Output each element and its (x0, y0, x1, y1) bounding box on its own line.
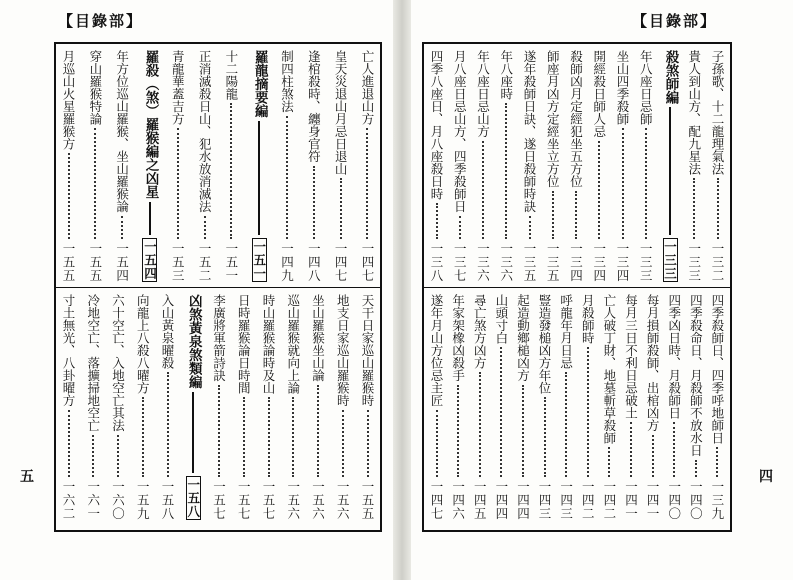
toc-section-heading (186, 294, 201, 520)
toc-page-number: 一四四 (493, 479, 509, 520)
toc-page-number: 一三六 (475, 241, 491, 282)
toc-entry-title: 貴人到山方、配九星法 (686, 50, 702, 175)
toc-page-number: 一五九 (135, 479, 151, 520)
toc-section-heading (142, 50, 157, 282)
toc-leader-dots (695, 460, 697, 477)
toc-page-number: 一五八 (185, 477, 201, 518)
toc-page-number: 一五七 (261, 479, 276, 520)
toc-entry-title: 子孫歌、十二龍理氣法 (710, 50, 725, 175)
toc-page-number: 一三七 (452, 241, 468, 282)
toc-entry (87, 294, 100, 520)
toc-entry (281, 50, 294, 282)
toc-leader-dots (218, 385, 220, 477)
toc-entry-title: 青龍華蓋吉方 (170, 50, 186, 125)
toc-entry-title: 亡人破丁財、地墓斬草殺師 (601, 294, 617, 444)
toc-entry-title: 四季殺命日、月殺師不放水日 (688, 294, 704, 457)
toc-entry-title: 坐山羅猴坐山論 (310, 294, 326, 382)
toc-leader-dots (575, 191, 577, 239)
toc-entry (213, 294, 226, 520)
toc-entry-title: 六十空亡、入地空亡其法 (110, 294, 126, 432)
toc-page-number: 一四七 (333, 241, 349, 282)
toc-leader-dots (717, 178, 719, 239)
right-bottom-column-group (430, 294, 724, 520)
toc-entry (430, 50, 443, 282)
toc-entry-title: 皇天災退山月忌日退山 (333, 50, 349, 175)
toc-entry (161, 294, 174, 520)
toc-leader-dots (565, 372, 567, 477)
toc-page-number: 一四七 (359, 241, 375, 282)
toc-entry (198, 50, 211, 282)
right-page-frame (422, 42, 732, 532)
left-page-number: 五 (20, 469, 34, 485)
toc-entry-title: 尋亡煞方凶方 (472, 294, 488, 369)
toc-leader-dots (204, 216, 206, 239)
toc-page-number: 一三五 (545, 241, 561, 282)
toc-leader-dots (142, 397, 144, 477)
toc-page-number: 一五四 (114, 241, 130, 282)
toc-leader-dots (258, 121, 260, 235)
toc-page-number: 一五三 (170, 241, 186, 282)
toc-page-number: 一三三 (638, 241, 654, 282)
toc-entry-title: 殺煞師編 (662, 50, 679, 104)
toc-entry-title: 呼龍年月日忌 (558, 294, 574, 369)
toc-entry (312, 294, 325, 520)
toc-leader-dots (313, 166, 315, 239)
toc-entry-title: 開經殺日師人忌 (591, 50, 607, 138)
toc-entry (711, 50, 724, 282)
toc-entry-title: 向龍上八殺八曜方 (135, 294, 151, 394)
toc-leader-dots (340, 178, 342, 239)
book-gutter (393, 0, 411, 580)
toc-entry-title: 制四柱煞法 (279, 50, 295, 113)
toc-page-number: 一五七 (236, 479, 252, 520)
toc-leader-dots (149, 202, 151, 235)
toc-page-number: 一三三 (662, 239, 678, 280)
toc-entry (560, 294, 573, 520)
toc-entry (546, 50, 559, 282)
toc-entry-title: 穿山羅猴特論 (87, 50, 103, 125)
toc-leader-dots (587, 347, 589, 477)
toc-entry-title: 年八座日忌山方 (475, 50, 491, 138)
toc-entry (262, 294, 275, 520)
toc-entry-title: 十二陽龍 (223, 50, 239, 100)
toc-section-heading (663, 50, 678, 282)
right-page-number: 四 (759, 469, 773, 485)
toc-leader-dots (192, 392, 194, 473)
toc-entry (593, 50, 606, 282)
toc-entry-title: 殺師凶月定經犯坐五方位 (568, 50, 584, 188)
toc-leader-dots (645, 128, 647, 239)
toc-entry (336, 294, 349, 520)
toc-entry-title: 入山黃泉曜殺 (160, 294, 175, 369)
toc-entry-title: 年八座時 (498, 50, 514, 100)
toc-page-number: 一五五 (87, 241, 103, 282)
toc-page-number: 一五六 (310, 479, 326, 520)
toc-entry-title: 山頭寸白 (493, 294, 509, 344)
toc-page-number: 一五一 (223, 241, 239, 282)
toc-entry-title: 四季八座日、月八座殺日時 (429, 50, 444, 200)
toc-entry (581, 294, 594, 520)
toc-leader-dots (68, 153, 70, 239)
toc-leader-dots (92, 435, 94, 477)
toc-entry (616, 50, 629, 282)
toc-entry-title: 羅龍摘要編 (251, 50, 268, 118)
toc-entry (646, 294, 659, 520)
toc-entry (473, 294, 486, 520)
toc-entry-title: 地支日家巡山羅猴時 (335, 294, 351, 407)
toc-entry-title: 天干日家巡山羅猴時 (360, 294, 375, 407)
toc-entry (225, 50, 238, 282)
toc-page-number: 一三九 (709, 479, 725, 520)
toc-entry (668, 294, 681, 520)
toc-entry-title: 四季殺師日、四季呼地師日 (709, 294, 725, 444)
toc-entry (570, 50, 583, 282)
toc-entry (171, 50, 184, 282)
toc-page-number: 一五一 (251, 239, 267, 280)
toc-entry-title: 每月損師殺師、出棺凶方 (645, 294, 661, 432)
toc-leader-dots (317, 385, 319, 477)
toc-entry (112, 294, 125, 520)
toc-page-number: 一五六 (335, 479, 351, 520)
toc-page-number: 一三四 (615, 241, 630, 282)
toc-entry-title: 坐山四季殺師 (615, 50, 630, 125)
toc-page-number: 一四三 (558, 479, 574, 520)
toc-entry (334, 50, 347, 282)
toc-entry (711, 294, 724, 520)
toc-leader-dots (68, 410, 70, 477)
toc-leader-dots (366, 128, 368, 239)
toc-entry (538, 294, 551, 520)
toc-leader-dots (529, 216, 531, 239)
toc-entry-title: 月巡山火星羅猴方 (61, 50, 76, 150)
toc-entry (477, 50, 490, 282)
toc-leader-dots (544, 397, 546, 477)
toc-leader-dots (243, 397, 245, 477)
toc-leader-dots (268, 397, 270, 477)
toc-leader-dots (552, 191, 554, 239)
toc-leader-dots (608, 447, 610, 477)
toc-entry (361, 294, 374, 520)
toc-page-number: 一四五 (472, 479, 488, 520)
toc-entry (688, 50, 701, 282)
toc-entry-title: 每月三日不利日忌破土 (623, 294, 639, 419)
toc-entry (361, 50, 374, 282)
toc-section-heading (252, 50, 267, 282)
toc-entry (287, 294, 300, 520)
toc-entry (500, 50, 513, 282)
toc-entry (116, 50, 129, 282)
toc-leader-dots (505, 103, 507, 239)
toc-entry (430, 294, 443, 520)
toc-leader-dots (716, 447, 718, 477)
toc-entry (89, 50, 102, 282)
left-top-column-group (62, 50, 374, 282)
toc-entry-title: 起造動鄉槌凶方 (515, 294, 531, 382)
toc-page-number: 一六一 (85, 479, 101, 520)
toc-leader-dots (457, 385, 459, 477)
toc-entry-title: 師座月凶方定經坐立方位 (545, 50, 561, 188)
toc-entry-title: 時山羅猴論時及山 (261, 294, 276, 394)
left-page-header: 【目錄部】 (58, 12, 144, 30)
toc-entry (495, 294, 508, 520)
toc-leader-dots (121, 216, 123, 239)
toc-page-number: 一五八 (160, 479, 175, 520)
toc-leader-dots (117, 435, 119, 477)
toc-entry-title: 正消滅殺日山、犯水放消滅法 (197, 50, 213, 213)
toc-entry-title: 年八座日忌師 (638, 50, 654, 125)
toc-leader-dots (673, 422, 675, 477)
right-page-header: 【目錄部】 (631, 12, 717, 30)
toc-page-number: 一四一 (645, 479, 661, 520)
toc-leader-dots (479, 372, 481, 477)
toc-leader-dots (230, 103, 232, 239)
toc-entry-title: 遂年月山方位忌主匠 (429, 294, 444, 407)
toc-entry (516, 294, 529, 520)
toc-entry-title: 巡山羅猴就向上論 (285, 294, 301, 394)
toc-entry-title: 凶煞黃泉煞類編 (185, 294, 202, 389)
toc-page-number: 一四八 (306, 241, 322, 282)
toc-page-number: 一五六 (285, 479, 301, 520)
toc-page-number: 一五四 (142, 239, 158, 280)
toc-entry-title: 逢棺殺時、纏身官符 (306, 50, 322, 163)
toc-entry-title: 冷地空亡、落擴掃地空亡 (85, 294, 101, 432)
toc-page-number: 一六二 (61, 479, 76, 520)
toc-page-number: 一五五 (360, 479, 375, 520)
toc-page-number: 一四〇 (688, 479, 704, 520)
toc-leader-dots (500, 347, 502, 477)
toc-page-number: 一三八 (429, 241, 444, 282)
toc-page-number: 一四六 (450, 479, 466, 520)
toc-page-number: 一三四 (591, 241, 607, 282)
toc-leader-dots (652, 435, 654, 477)
toc-leader-dots (459, 216, 461, 239)
toc-entry-title: 寸土無光、八卦曜方 (61, 294, 76, 407)
toc-page-number: 一四三 (537, 479, 553, 520)
toc-leader-dots (630, 422, 632, 477)
toc-entry (237, 294, 250, 520)
toc-page-number: 一四九 (279, 241, 295, 282)
toc-entry-title: 月八座日忌山方、四季殺師日 (452, 50, 468, 213)
toc-leader-dots (669, 107, 671, 235)
toc-entry (307, 50, 320, 282)
toc-leader-dots (482, 141, 484, 239)
toc-leader-dots (436, 410, 438, 477)
toc-page-number: 一三五 (522, 241, 537, 282)
toc-entry (603, 294, 616, 520)
toc-entry-title: 年方位巡山羅猴、坐山羅猴論 (114, 50, 130, 213)
toc-page-number: 一三六 (498, 241, 514, 282)
toc-entry-title: 亡人進退山方 (359, 50, 375, 125)
left-page-frame (54, 42, 382, 532)
toc-leader-dots (436, 203, 438, 239)
toc-leader-dots (622, 128, 624, 239)
left-bottom-column-group (62, 294, 374, 520)
toc-leader-dots (522, 385, 524, 477)
toc-page-number: 一五七 (211, 479, 227, 520)
toc-leader-dots (94, 128, 96, 239)
toc-page-number: 一五二 (197, 241, 213, 282)
toc-entry-title: 豎造發槌凶方年位 (537, 294, 553, 394)
toc-leader-dots (342, 410, 344, 477)
toc-entry-title: 李廣將軍箭詩訣 (211, 294, 227, 382)
toc-page-number: 一三三 (686, 241, 702, 282)
right-divider (424, 287, 730, 288)
toc-page-number: 一五五 (61, 241, 76, 282)
toc-page-number: 一四七 (429, 479, 444, 520)
toc-entry-title: 四季凶日時、月殺師日 (666, 294, 682, 419)
toc-entry (639, 50, 652, 282)
toc-entry (62, 294, 75, 520)
toc-entry-title: 遂年殺師日訣、遂日殺師時訣 (522, 50, 537, 213)
toc-entry (523, 50, 536, 282)
toc-entry (689, 294, 702, 520)
toc-entry-title: 羅殺（煞）羅猴編之凶星 (142, 50, 159, 199)
toc-leader-dots (693, 178, 695, 239)
toc-page-number: 一四二 (601, 479, 617, 520)
toc-page-number: 一四〇 (666, 479, 682, 520)
toc-entry-title: 日時羅猴論日時間 (236, 294, 252, 394)
toc-entry-title: 年家架橡凶殺手 (450, 294, 466, 382)
toc-page-number: 一四四 (515, 479, 531, 520)
toc-page-number: 一六〇 (110, 479, 126, 520)
toc-leader-dots (598, 141, 600, 239)
toc-entry (624, 294, 637, 520)
left-divider (56, 287, 380, 288)
toc-leader-dots (177, 128, 179, 239)
toc-entry (62, 50, 75, 282)
toc-leader-dots (367, 410, 369, 477)
toc-entry-title: 月殺師時 (580, 294, 596, 344)
toc-entry (452, 294, 465, 520)
toc-leader-dots (286, 116, 288, 239)
toc-leader-dots (292, 397, 294, 477)
toc-page-number: 一四一 (623, 479, 639, 520)
toc-entry (453, 50, 466, 282)
toc-page-number: 一三二 (710, 241, 725, 282)
toc-page-number: 一四二 (580, 479, 596, 520)
toc-page-number: 一三四 (568, 241, 584, 282)
right-top-column-group (430, 50, 724, 282)
toc-leader-dots (167, 372, 169, 477)
toc-entry (136, 294, 149, 520)
